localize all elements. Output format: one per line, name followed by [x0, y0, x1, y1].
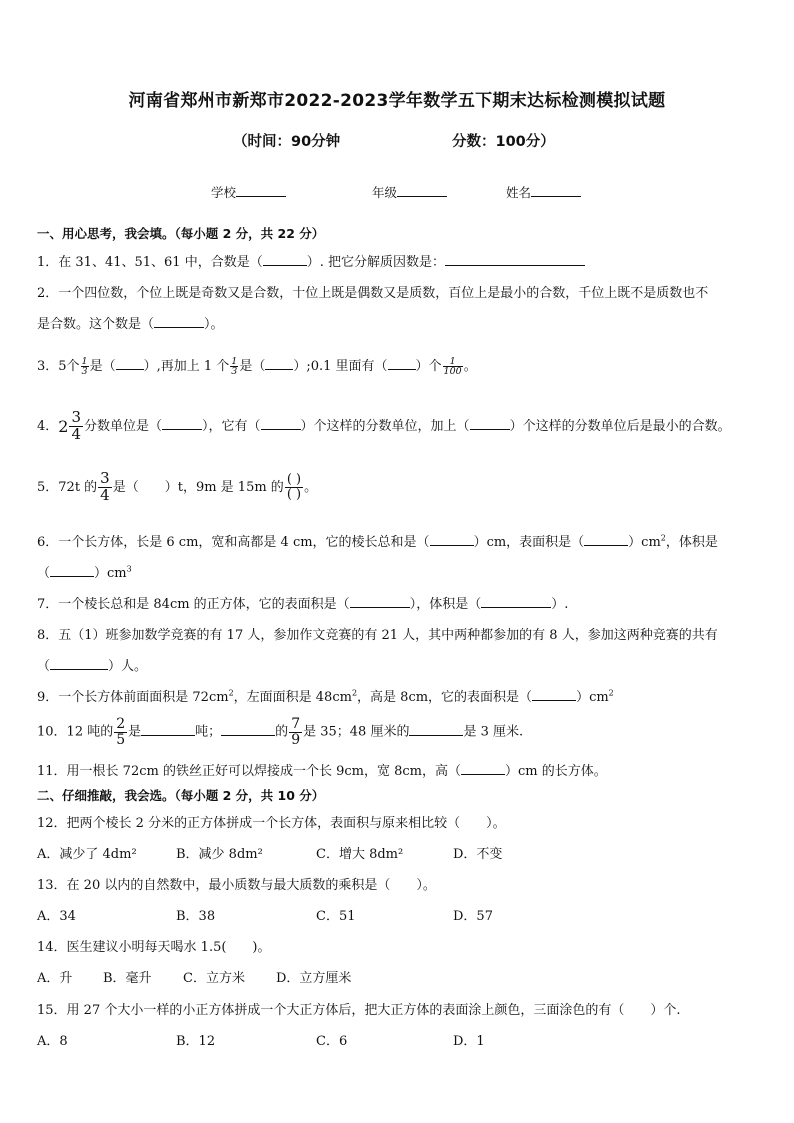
option-a: A．减少了 4dm² [37, 847, 137, 862]
option-a: A．8 [37, 1034, 68, 1049]
question-10: 10．12 吨的 $\frac{2}{5}$ 是 吨； 的 $\frac{7}{9}$ 是 35；48 厘米的 是 3 厘米. [37, 716, 524, 748]
fraction: $\frac{3}{4}$ [100, 469, 110, 504]
question-12: 12．把两个棱长 2 分米的正方体拼成一个长方体，表面积与原来相比较（ ）。 [37, 816, 506, 831]
question-5: 5．72t 的 $\frac{3}{4}$ 是（ ）t，9m 是 15m 的 ( ) ( ) 。 [37, 469, 318, 504]
section-2-heading: 二、仔细推敲，我会选。（每小题 2 分，共 10 分） [37, 788, 325, 803]
question-13: 13．在 20 以内的自然数中，最小质数与最大质数的乘积是（ ）。 [37, 878, 436, 893]
fraction: $\frac{1}{3}$ [81, 355, 88, 377]
option-b: B．12 [176, 1034, 216, 1049]
school-field: 学校 [211, 183, 286, 201]
score-label: 分数：100分） [452, 134, 555, 150]
option-b: B．毫升 [103, 971, 152, 986]
question-8-line-2: （ ）人。 [37, 659, 148, 674]
option-a: A．34 [37, 909, 76, 924]
fraction-blank: ( ) ( ) [286, 472, 302, 502]
question-9: 9．一个长方体前面面积是 $72cm^2$，左面面积是 $48cm^2$，高是 8cm，它的表面积是（ ）$cm^2$ [37, 688, 614, 705]
section-1-heading: 一、用心思考，我会填。（每小题 2 分，共 22 分） [37, 226, 325, 241]
question-1: 1．在 31、41、51、61 中，合数是（ ）. 把它分解质因数是： [37, 251, 585, 270]
option-c: C．6 [316, 1034, 348, 1049]
question-3: 3．5个 $\frac{1}{3}$ 是（ ）,再加上 1 个 $\frac{1}{3}$ 是（ ）;0.1 里面有（ ）个 $\frac{1}{100}$ 。 [37, 355, 477, 377]
option-d: D．57 [453, 909, 493, 924]
question-8-line-1: 8．五（1）班参加数学竞赛的有 17 人，参加作文竞赛的有 21 人，其中两种都参加的有 8 人，参加这两种竞赛的共有 [37, 628, 718, 643]
fraction: $\frac{3}{4}$ [71, 408, 82, 443]
option-d: D．不变 [453, 847, 503, 862]
fraction: $\frac{7}{9}$ [291, 716, 301, 748]
option-c: C．立方米 [183, 971, 245, 986]
question-6-line-1: 6．一个长方体，长是 6 cm，宽和高都是 4 cm，它的棱长总和是（ ）cm，表面积是（ ）$cm^2$，体积是 [37, 533, 718, 550]
question-6-line-2: （ ）$cm^3$ [37, 564, 132, 581]
question-15: 15．用 27 个大小一样的小正方体拼成一个大正方体后，把大正方体的表面涂上颜色，三面涂色的有（ ）个. [37, 1003, 681, 1018]
time-label: （时间：90分钟 [233, 134, 341, 150]
question-7: 7．一个棱长总和是 84cm 的正方体，它的表面积是（ ），体积是（ ）. [37, 597, 569, 612]
grade-field: 年级 [372, 183, 447, 201]
fraction: $\frac{1}{3}$ [231, 355, 238, 377]
option-a: A．升 [37, 971, 73, 986]
option-c: C．51 [316, 909, 356, 924]
option-c: C．增大 8dm² [316, 847, 404, 862]
question-4: 4．2 $\frac{3}{4}$ 分数单位是（ ），它有（ ）个这样的分数单位，加上（ ）个这样的分数单位后是最小的合数。 [37, 408, 731, 443]
question-14: 14．医生建议小明每天喝水 1.5( )。 [37, 940, 271, 955]
option-b: B．38 [176, 909, 216, 924]
question-2-line-1: 2．一个四位数，个位上既是奇数又是合数，十位上既是偶数又是质数，百位上是最小的合数，千位上既不是质数也不 [37, 286, 709, 301]
page-title: 河南省郑州市新郑市2022-2023学年数学五下期末达标检测模拟试题 [128, 91, 666, 111]
option-b: B．减少 8dm² [176, 847, 263, 862]
name-field: 姓名 [506, 183, 581, 201]
fraction: $\frac{1}{100}$ [443, 355, 462, 377]
question-2-line-2: 是合数。这个数是（ ）。 [37, 317, 224, 332]
fraction: $\frac{2}{5}$ [116, 716, 126, 748]
question-11: 11．用一根长 72cm 的铁丝正好可以焊接成一个长 9cm，宽 8cm，高（ ）cm 的长方体。 [37, 764, 607, 779]
option-d: D．立方厘米 [276, 971, 352, 986]
option-d: D．1 [453, 1034, 485, 1049]
